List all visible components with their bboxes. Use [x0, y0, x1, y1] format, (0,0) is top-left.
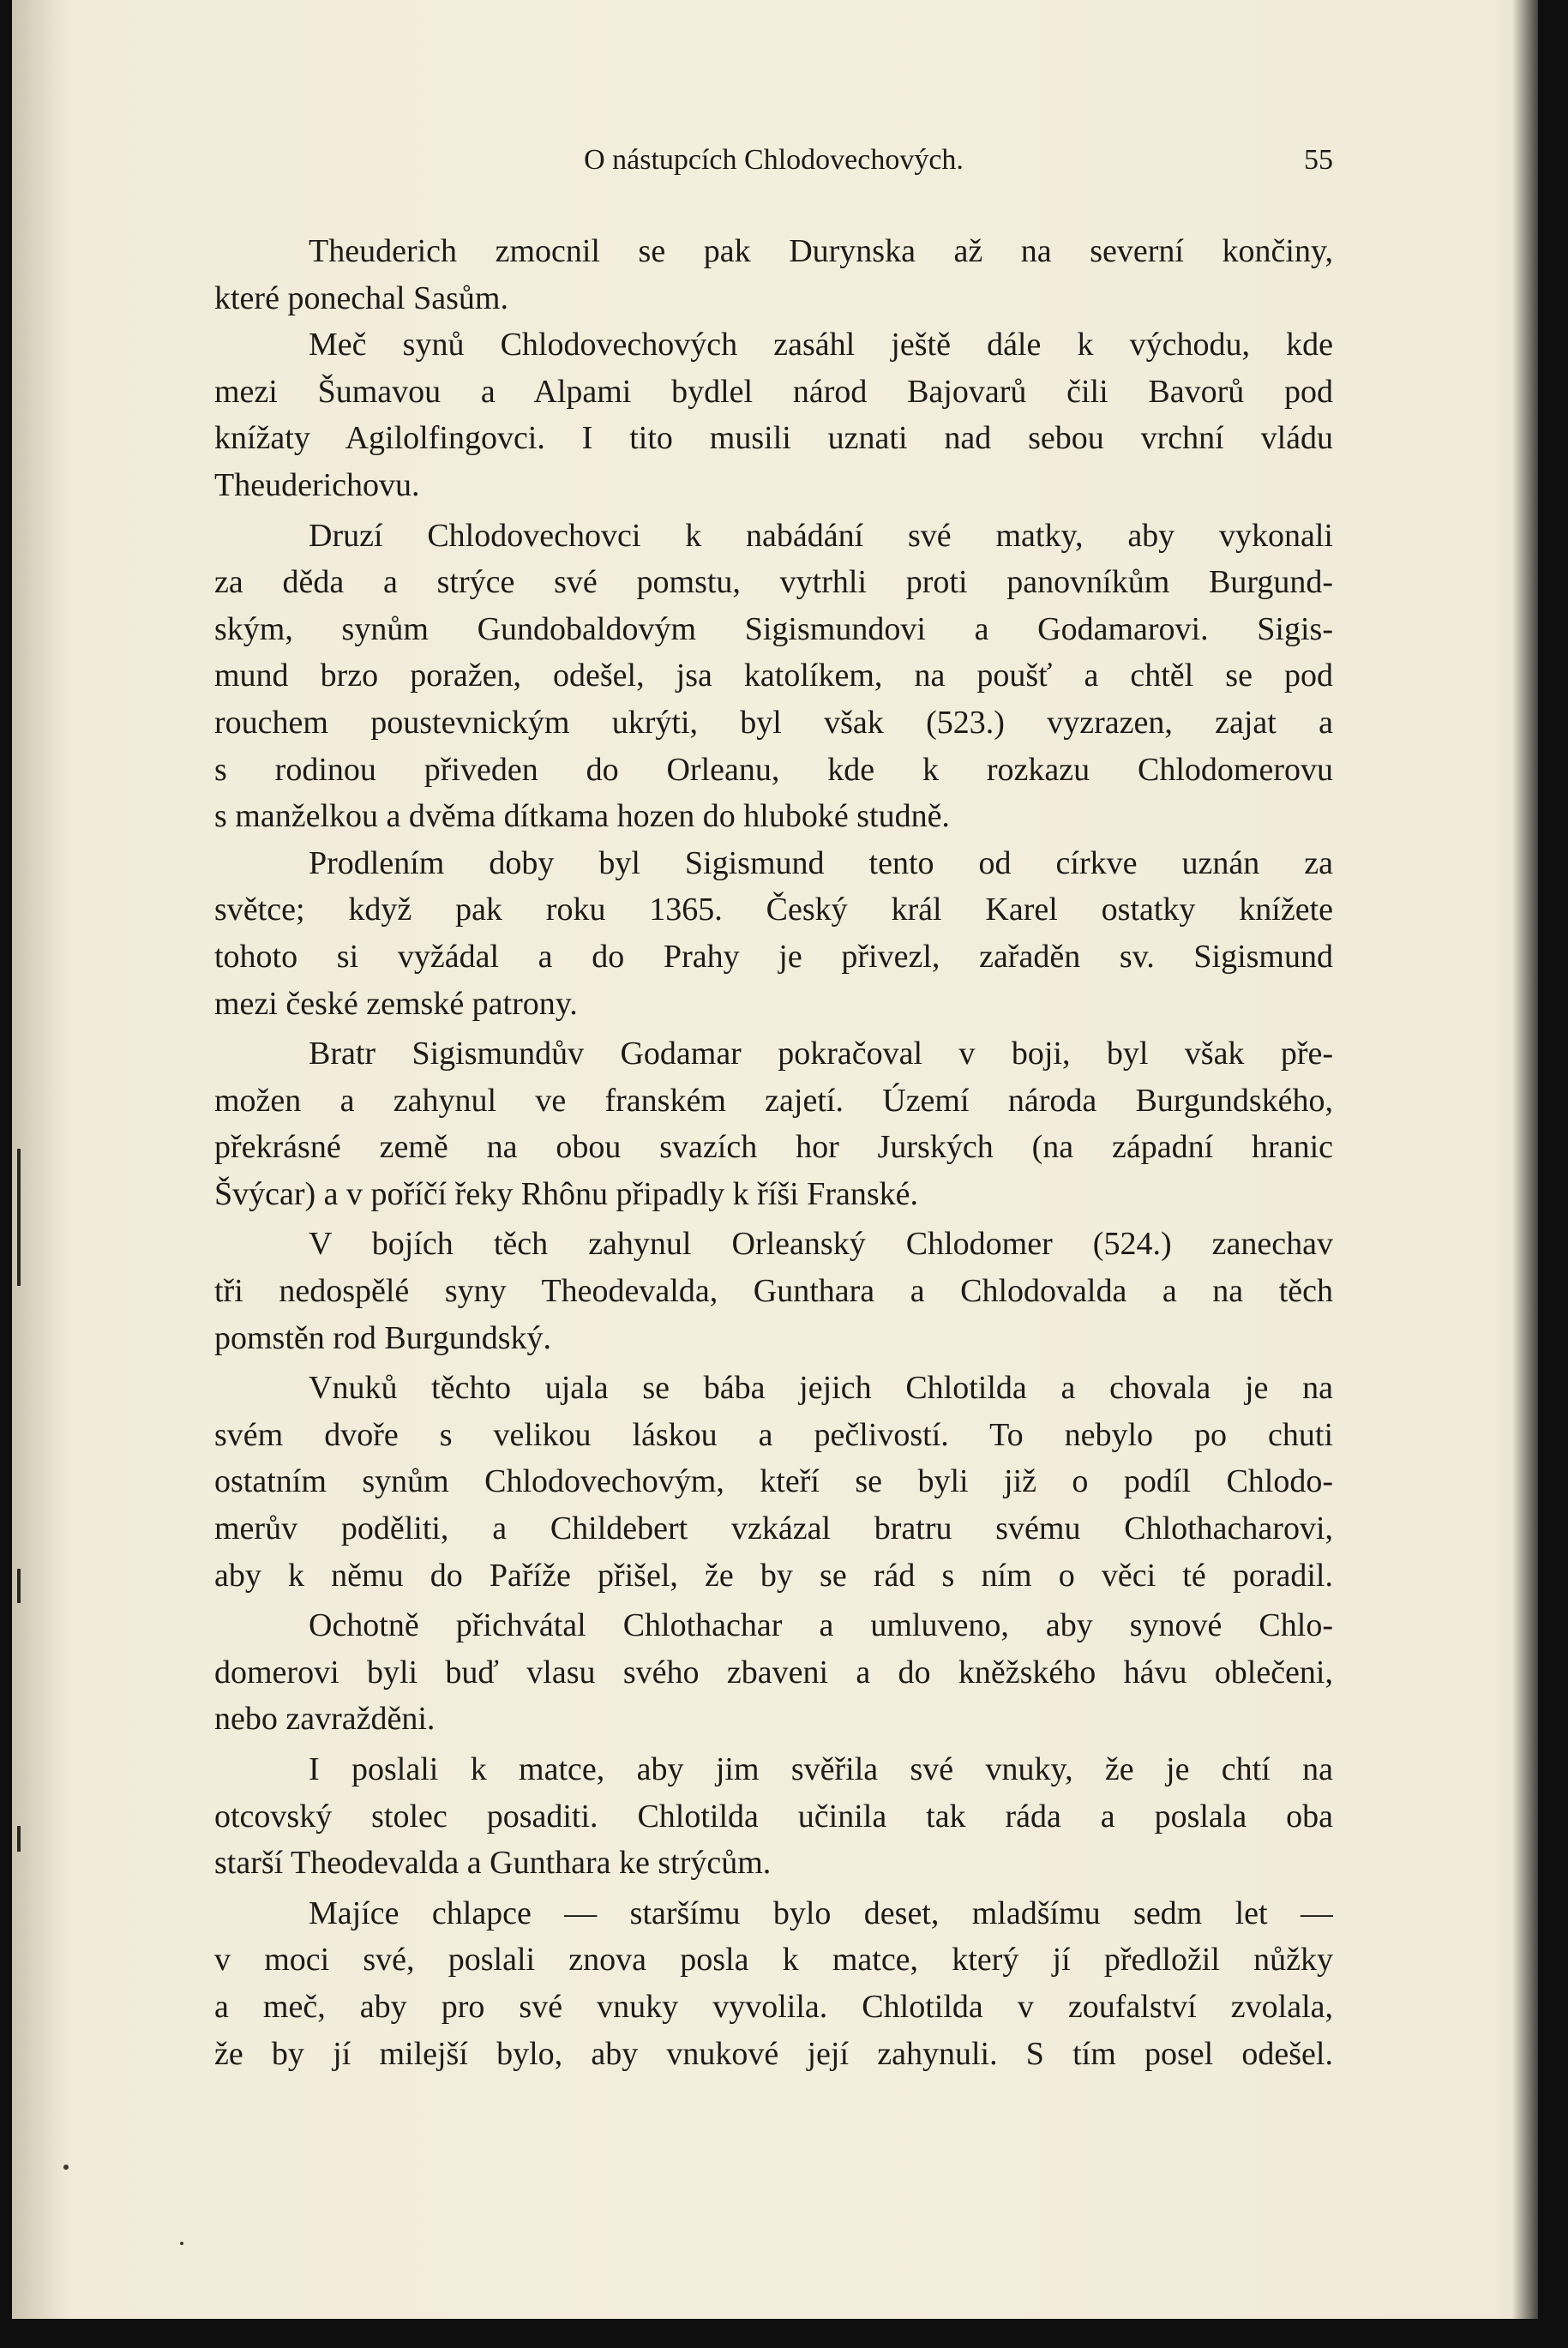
text-line: rouchem poustevnickým ukrýti, byl však (523.) vyzrazen, zajat a [214, 704, 1333, 741]
text-line: Druzí Chlodovechovci k nabádání své matky, aby vykonali [309, 517, 1333, 554]
paragraph [214, 1602, 1333, 1743]
paragraph [214, 1746, 1333, 1887]
text-line: Vnuků těchto ujala se bába jejich Chlotilda a chovala je na [309, 1370, 1333, 1407]
text-line: domerovi byli buď vlasu svého zbaveni a do kněžského hávu oblečeni, [214, 1654, 1333, 1690]
text-line: že by jí milejší bylo, aby vnukové její zahynuli. S tím posel odešel. [214, 2035, 1333, 2072]
text-line: Ochotně přichvátal Chlothachar a umluveno, aby synové Chlo- [309, 1607, 1333, 1644]
text-line: V bojích těch zahynul Orleanský Chlodomer (524.) zanechav [309, 1226, 1333, 1263]
text-line: Theuderich zmocnil se pak Durynska až na severní končiny, [309, 233, 1333, 269]
page-number: 55 [1304, 144, 1333, 176]
text-line: aby k němu do Paříže přišel, že by se rád s ním o věci té poradil. [214, 1557, 1333, 1594]
text-line: I poslali k matce, aby jim svěřila své vnuky, že je chtí na [309, 1751, 1333, 1787]
text-line: Majíce chlapce — staršímu bylo deset, mladšímu sedm let — [309, 1895, 1333, 1931]
text-line: překrásné země na obou svazích hor Jurských (na západní hranic [214, 1129, 1333, 1166]
paragraph [214, 228, 1333, 321]
paper-speck [63, 2165, 69, 2170]
text-line: mund brzo poražen, odešel, jsa katolíkem, na poušť a chtěl se pod [214, 658, 1333, 694]
binding-mark [17, 1569, 21, 1603]
text-line: tři nedospělé syny Theodevalda, Gunthara a Chlodovalda a na těch [214, 1273, 1333, 1310]
text-line: otcovský stolec posaditi. Chlotilda učinila tak ráda a poslala oba [214, 1798, 1333, 1835]
text-line: za děda a strýce své pomstu, vytrhli proti panovníkům Burgund- [214, 564, 1333, 601]
binding-mark [17, 1826, 21, 1852]
text-line: světce; když pak roku 1365. Český král Karel ostatky knížete [214, 892, 1333, 928]
text-line: svém dvoře s velikou láskou a pečlivostí. To nebylo po chuti [214, 1416, 1333, 1453]
text-line: s rodinou přiveden do Orleanu, kde k rozkazu Chlodomerovu [214, 751, 1333, 788]
text-line: knížaty Agilolfingovci. I tito musili uznati nad sebou vrchní vládu [214, 420, 1333, 457]
text-line: tohoto si vyžádal a do Prahy je přivezl, zařaděn sv. Sigismund [214, 938, 1333, 975]
text-line: ským, synům Gundobaldovým Sigismundovi a Godamarovi. Sigis- [214, 610, 1333, 647]
text-line: merův poděliti, a Childebert vzkázal bratru svému Chlothacharovi, [214, 1510, 1333, 1547]
text-line: Prodlením doby byl Sigismund tento od církve uznán za [309, 844, 1333, 881]
page-header [214, 144, 1333, 195]
paragraph [214, 1365, 1333, 1599]
page-edge-shadow [1512, 0, 1538, 2319]
text-line: pomstěn rod Burgundský. [214, 1319, 552, 1356]
text-line: nebo zavražděni. [214, 1701, 436, 1738]
paragraph [214, 1221, 1333, 1361]
paragraph [214, 1890, 1333, 2077]
text-line: a meč, aby pro své vnuky vyvolila. Chlotilda v zoufalství zvolala, [214, 1988, 1333, 2025]
text-line: možen a zahynul ve franském zajetí. Území národa Burgundského, [214, 1082, 1333, 1119]
paper-speck [180, 2242, 183, 2245]
text-line: Meč synů Chlodovechových zasáhl ještě dále k východu, kde [309, 327, 1333, 363]
body-text [214, 228, 1333, 2077]
text-line: mezi Šumavou a Alpami bydlel národ Bajovarů čili Bavorů pod [214, 373, 1333, 410]
text-line: Švýcar) a v poříčí řeky Rhônu připadly k říši Franské. [214, 1175, 919, 1212]
text-line: které ponechal Sasům. [214, 279, 508, 316]
text-line: v moci své, poslali znova posla k matce, který jí předložil nůžky [214, 1942, 1333, 1979]
paragraph [214, 840, 1333, 1027]
gutter-shadow [12, 0, 72, 2319]
text-line: ostatním synům Chlodovechovým, kteří se byli již o podíl Chlodo- [214, 1463, 1333, 1500]
paragraph [214, 1030, 1333, 1217]
text-line: Theuderichovu. [214, 466, 420, 503]
running-title: O nástupcích Chlodovechových. [584, 144, 964, 176]
text-line: Bratr Sigismundův Godamar pokračoval v boji, byl však pře- [309, 1036, 1333, 1072]
binding-mark [17, 1149, 21, 1286]
paragraph [214, 321, 1333, 508]
text-line: s manželkou a dvěma dítkama hozen do hluboké studně. [214, 798, 950, 835]
text-line: mezi české zemské patrony. [214, 985, 578, 1022]
paragraph [214, 513, 1333, 840]
text-line: starší Theodevalda a Gunthara ke strýcům. [214, 1845, 772, 1882]
